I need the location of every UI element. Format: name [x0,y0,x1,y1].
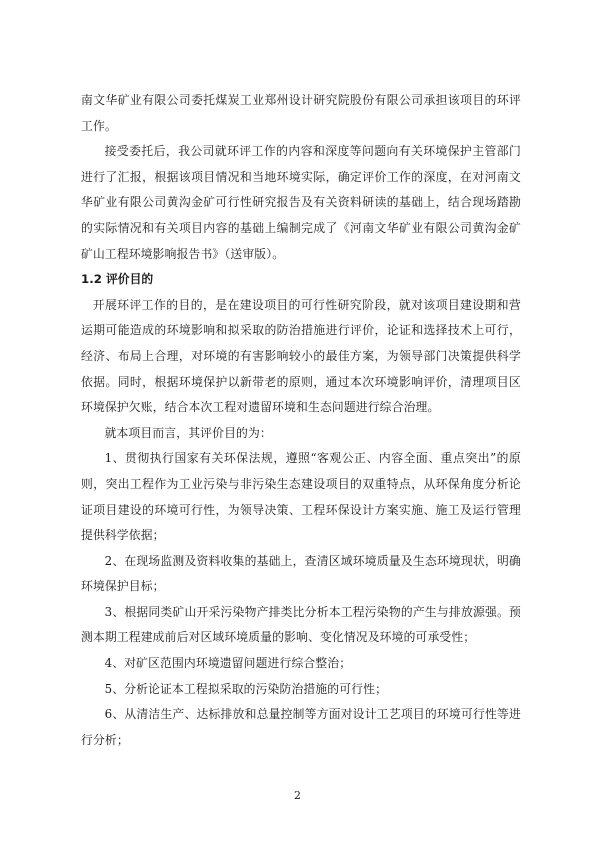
paragraph-objectives-intro: 就本项目而言，其评价目的为： [104,425,272,440]
page-body [81,88,521,753]
section-heading: 1.2 评价目的 [81,272,154,287]
page-number: 2 [294,789,301,802]
list-item-3: 3、根据同类矿山开采污染物产排类比分析本工程污染物的产生与排放源强。预测本期工程建成前后对区域环境质量的影响、变化情况及环境的可承受性； [81,604,521,645]
list-item-6: 6、从清洁生产、达标排放和总量控制等方面对设计工艺项目的环境可行性等进行分析； [81,707,521,747]
paragraph-purpose: 开展环评工作的目的，是在建设项目的可行性研究阶段，就对该项目建设期和营运期可能造成的环境影响和拟采取的防治措施进行评价，论证和选择技术上可行，经济、布局上合理，对环境的有害影响较小的最佳方案，为领导部门决策提供科学依据。同时，根据环境保护以新带老的原则，通过本次环境影响评价，清理项目区环境保护欠账，结合本次工程对遗留环境和生态问题进行综合治理。 [81,297,521,415]
list-item-4: 4、对矿区范围内环境遗留问题进行综合整治； [104,656,352,671]
paragraph-intro-end: 南文华矿业有限公司委托煤炭工业郑州设计研究院股份有限公司承担该项目的环评工作。 [81,93,521,133]
list-item-5: 5、分析论证本工程拟采取的污染防治措施的可行性； [104,681,388,696]
list-item-2: 2、在现场监测及资料收集的基础上，查清区域环境质量及生态环境现状，明确环境保护目标； [81,553,521,594]
paragraph-commission: 接受委托后，我公司就环评工作的内容和深度等问题向有关环境保护主管部门进行了汇报，根据该项目情况和当地环境实际，确定评价工作的深度，在对河南文华矿业有限公司黄沟金矿可行性研究报告及有关资料研读的基础上，结合现场踏勘的实际情况和有关项目内容的基础上编制完成了《河南文华矿业有限公司黄沟金矿矿山工程环境影响报告书》（送审版）。 [81,144,521,261]
list-item-1: 1、贯彻执行国家有关环保法规，遵照“客观公正、内容全面、重点突出”的原则，突出工程作为工业污染与非污染生态建设项目的双重特点，从环保角度分析论证项目建设的环境可行性，为领导决策、工程环保设计方案实施、施工及运行管理提供科学依据； [81,451,521,543]
